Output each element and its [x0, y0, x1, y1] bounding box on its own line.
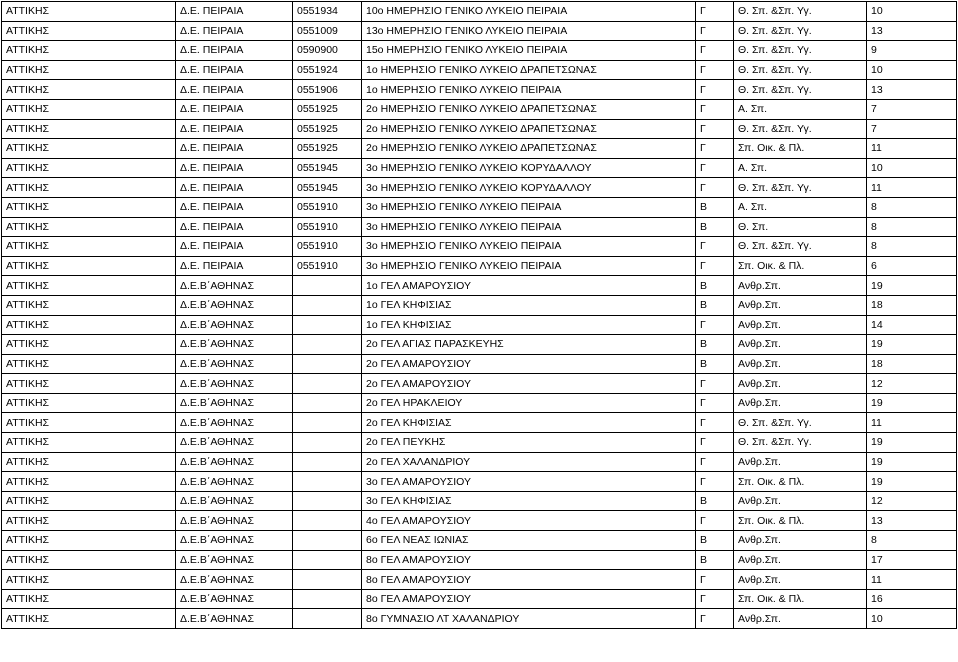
region-cell: ΑΤΤΙΚΗΣ	[2, 609, 176, 629]
specialty-cell: Ανθρ.Σπ.	[734, 550, 867, 570]
specialty-cell: Θ. Σπ. &Σπ. Υγ.	[734, 178, 867, 198]
specialty-cell: Α. Σπ.	[734, 158, 867, 178]
school-name-cell: 3ο ΗΜΕΡΗΣΙΟ ΓΕΝΙΚΟ ΛΥΚΕΙΟ ΚΟΡΥΔΑΛΛΟΥ	[362, 178, 696, 198]
school-name-cell: 1ο ΓΕΛ ΚΗΦΙΣΙΑΣ	[362, 315, 696, 335]
directorate-cell: Δ.Ε.Β΄ΑΘΗΝΑΣ	[176, 491, 293, 511]
school-code-cell	[293, 295, 362, 315]
specialty-cell: Ανθρ.Σπ.	[734, 295, 867, 315]
school-name-cell: 3ο ΓΕΛ ΚΗΦΙΣΙΑΣ	[362, 491, 696, 511]
count-cell: 17	[867, 550, 957, 570]
table-row	[2, 197, 957, 217]
schools-table	[1, 1, 957, 629]
grade-cell: Γ	[696, 433, 734, 453]
school-code-cell: 0551924	[293, 60, 362, 80]
specialty-cell: Σπ. Οικ. & Πλ.	[734, 589, 867, 609]
school-name-cell: 3ο ΗΜΕΡΗΣΙΟ ΓΕΝΙΚΟ ΛΥΚΕΙΟ ΠΕΙΡΑΙΑ	[362, 197, 696, 217]
school-code-cell: 0551906	[293, 80, 362, 100]
grade-cell: Γ	[696, 21, 734, 41]
grade-cell: Γ	[696, 2, 734, 22]
table-row	[2, 374, 957, 394]
school-name-cell: 2ο ΗΜΕΡΗΣΙΟ ΓΕΝΙΚΟ ΛΥΚΕΙΟ ΔΡΑΠΕΤΣΩΝΑΣ	[362, 139, 696, 159]
count-cell: 19	[867, 433, 957, 453]
region-cell: ΑΤΤΙΚΗΣ	[2, 276, 176, 296]
table-row	[2, 335, 957, 355]
region-cell: ΑΤΤΙΚΗΣ	[2, 335, 176, 355]
specialty-cell: Ανθρ.Σπ.	[734, 276, 867, 296]
directorate-cell: Δ.Ε. ΠΕΙΡΑΙΑ	[176, 2, 293, 22]
school-code-cell: 0551009	[293, 21, 362, 41]
count-cell: 6	[867, 256, 957, 276]
grade-cell: Β	[696, 217, 734, 237]
count-cell: 19	[867, 335, 957, 355]
region-cell: ΑΤΤΙΚΗΣ	[2, 217, 176, 237]
school-code-cell	[293, 413, 362, 433]
school-name-cell: 2ο ΓΕΛ ΑΜΑΡΟΥΣΙΟΥ	[362, 354, 696, 374]
grade-cell: Γ	[696, 256, 734, 276]
school-code-cell: 0551910	[293, 256, 362, 276]
count-cell: 8	[867, 531, 957, 551]
directorate-cell: Δ.Ε.Β΄ΑΘΗΝΑΣ	[176, 295, 293, 315]
school-code-cell	[293, 276, 362, 296]
school-code-cell	[293, 452, 362, 472]
count-cell: 10	[867, 60, 957, 80]
count-cell: 10	[867, 2, 957, 22]
region-cell: ΑΤΤΙΚΗΣ	[2, 178, 176, 198]
count-cell: 8	[867, 217, 957, 237]
grade-cell: Β	[696, 550, 734, 570]
region-cell: ΑΤΤΙΚΗΣ	[2, 589, 176, 609]
directorate-cell: Δ.Ε. ΠΕΙΡΑΙΑ	[176, 99, 293, 119]
directorate-cell: Δ.Ε. ΠΕΙΡΑΙΑ	[176, 21, 293, 41]
count-cell: 11	[867, 178, 957, 198]
grade-cell: Β	[696, 531, 734, 551]
school-name-cell: 2ο ΓΕΛ ΧΑΛΑΝΔΡΙΟΥ	[362, 452, 696, 472]
count-cell: 11	[867, 413, 957, 433]
grade-cell: Γ	[696, 99, 734, 119]
region-cell: ΑΤΤΙΚΗΣ	[2, 550, 176, 570]
specialty-cell: Θ. Σπ. &Σπ. Υγ.	[734, 237, 867, 257]
school-name-cell: 2ο ΓΕΛ ΑΜΑΡΟΥΣΙΟΥ	[362, 374, 696, 394]
specialty-cell: Σπ. Οικ. & Πλ.	[734, 256, 867, 276]
directorate-cell: Δ.Ε. ΠΕΙΡΑΙΑ	[176, 178, 293, 198]
directorate-cell: Δ.Ε. ΠΕΙΡΑΙΑ	[176, 197, 293, 217]
count-cell: 11	[867, 139, 957, 159]
count-cell: 7	[867, 99, 957, 119]
school-name-cell: 2ο ΗΜΕΡΗΣΙΟ ΓΕΝΙΚΟ ΛΥΚΕΙΟ ΔΡΑΠΕΤΣΩΝΑΣ	[362, 99, 696, 119]
school-code-cell: 0590900	[293, 41, 362, 61]
school-name-cell: 1ο ΓΕΛ ΚΗΦΙΣΙΑΣ	[362, 295, 696, 315]
grade-cell: Β	[696, 276, 734, 296]
grade-cell: Γ	[696, 139, 734, 159]
grade-cell: Γ	[696, 393, 734, 413]
school-name-cell: 2ο ΓΕΛ ΑΓΙΑΣ ΠΑΡΑΣΚΕΥΗΣ	[362, 335, 696, 355]
region-cell: ΑΤΤΙΚΗΣ	[2, 570, 176, 590]
table-row	[2, 315, 957, 335]
directorate-cell: Δ.Ε.Β΄ΑΘΗΝΑΣ	[176, 393, 293, 413]
table-row	[2, 452, 957, 472]
grade-cell: Γ	[696, 511, 734, 531]
grade-cell: Β	[696, 354, 734, 374]
specialty-cell: Θ. Σπ. &Σπ. Υγ.	[734, 80, 867, 100]
school-name-cell: 4ο ΓΕΛ ΑΜΑΡΟΥΣΙΟΥ	[362, 511, 696, 531]
specialty-cell: Ανθρ.Σπ.	[734, 315, 867, 335]
count-cell: 10	[867, 158, 957, 178]
school-code-cell	[293, 589, 362, 609]
directorate-cell: Δ.Ε.Β΄ΑΘΗΝΑΣ	[176, 570, 293, 590]
directorate-cell: Δ.Ε. ΠΕΙΡΑΙΑ	[176, 158, 293, 178]
school-name-cell: 13ο ΗΜΕΡΗΣΙΟ ΓΕΝΙΚΟ ΛΥΚΕΙΟ ΠΕΙΡΑΙΑ	[362, 21, 696, 41]
table-row	[2, 354, 957, 374]
school-name-cell: 2ο ΓΕΛ ΠΕΥΚΗΣ	[362, 433, 696, 453]
region-cell: ΑΤΤΙΚΗΣ	[2, 119, 176, 139]
directorate-cell: Δ.Ε.Β΄ΑΘΗΝΑΣ	[176, 531, 293, 551]
school-code-cell: 0551945	[293, 158, 362, 178]
school-name-cell: 2ο ΓΕΛ ΗΡΑΚΛΕΙΟΥ	[362, 393, 696, 413]
table-row	[2, 609, 957, 629]
count-cell: 9	[867, 41, 957, 61]
region-cell: ΑΤΤΙΚΗΣ	[2, 139, 176, 159]
school-name-cell: 2ο ΓΕΛ ΚΗΦΙΣΙΑΣ	[362, 413, 696, 433]
region-cell: ΑΤΤΙΚΗΣ	[2, 158, 176, 178]
school-code-cell: 0551910	[293, 217, 362, 237]
grade-cell: Β	[696, 491, 734, 511]
table-row	[2, 139, 957, 159]
table-row	[2, 80, 957, 100]
specialty-cell: Α. Σπ.	[734, 99, 867, 119]
directorate-cell: Δ.Ε. ΠΕΙΡΑΙΑ	[176, 41, 293, 61]
directorate-cell: Δ.Ε.Β΄ΑΘΗΝΑΣ	[176, 589, 293, 609]
count-cell: 13	[867, 21, 957, 41]
count-cell: 18	[867, 354, 957, 374]
grade-cell: Β	[696, 335, 734, 355]
school-code-cell: 0551910	[293, 197, 362, 217]
region-cell: ΑΤΤΙΚΗΣ	[2, 472, 176, 492]
count-cell: 13	[867, 511, 957, 531]
grade-cell: Γ	[696, 452, 734, 472]
table-row	[2, 433, 957, 453]
directorate-cell: Δ.Ε. ΠΕΙΡΑΙΑ	[176, 237, 293, 257]
specialty-cell: Ανθρ.Σπ.	[734, 609, 867, 629]
school-name-cell: 8ο ΓΕΛ ΑΜΑΡΟΥΣΙΟΥ	[362, 589, 696, 609]
specialty-cell: Θ. Σπ.	[734, 217, 867, 237]
school-code-cell: 0551910	[293, 237, 362, 257]
school-code-cell	[293, 472, 362, 492]
count-cell: 19	[867, 276, 957, 296]
region-cell: ΑΤΤΙΚΗΣ	[2, 433, 176, 453]
count-cell: 14	[867, 315, 957, 335]
directorate-cell: Δ.Ε. ΠΕΙΡΑΙΑ	[176, 119, 293, 139]
count-cell: 11	[867, 570, 957, 590]
region-cell: ΑΤΤΙΚΗΣ	[2, 315, 176, 335]
table-row	[2, 531, 957, 551]
grade-cell: Γ	[696, 315, 734, 335]
grade-cell: Γ	[696, 570, 734, 590]
table-row	[2, 217, 957, 237]
school-name-cell: 8ο ΓΕΛ ΑΜΑΡΟΥΣΙΟΥ	[362, 550, 696, 570]
directorate-cell: Δ.Ε. ΠΕΙΡΑΙΑ	[176, 80, 293, 100]
grade-cell: Γ	[696, 413, 734, 433]
school-code-cell	[293, 550, 362, 570]
table-row	[2, 413, 957, 433]
specialty-cell: Θ. Σπ. &Σπ. Υγ.	[734, 119, 867, 139]
count-cell: 19	[867, 472, 957, 492]
specialty-cell: Α. Σπ.	[734, 197, 867, 217]
specialty-cell: Ανθρ.Σπ.	[734, 531, 867, 551]
school-name-cell: 8ο ΓΕΛ ΑΜΑΡΟΥΣΙΟΥ	[362, 570, 696, 590]
school-name-cell: 10ο ΗΜΕΡΗΣΙΟ ΓΕΝΙΚΟ ΛΥΚΕΙΟ ΠΕΙΡΑΙΑ	[362, 2, 696, 22]
count-cell: 7	[867, 119, 957, 139]
school-code-cell	[293, 335, 362, 355]
region-cell: ΑΤΤΙΚΗΣ	[2, 256, 176, 276]
school-code-cell	[293, 315, 362, 335]
region-cell: ΑΤΤΙΚΗΣ	[2, 452, 176, 472]
region-cell: ΑΤΤΙΚΗΣ	[2, 2, 176, 22]
table-row	[2, 589, 957, 609]
directorate-cell: Δ.Ε.Β΄ΑΘΗΝΑΣ	[176, 609, 293, 629]
directorate-cell: Δ.Ε. ΠΕΙΡΑΙΑ	[176, 217, 293, 237]
specialty-cell: Ανθρ.Σπ.	[734, 393, 867, 413]
school-code-cell	[293, 354, 362, 374]
directorate-cell: Δ.Ε.Β΄ΑΘΗΝΑΣ	[176, 472, 293, 492]
table-row	[2, 393, 957, 413]
school-name-cell: 15ο ΗΜΕΡΗΣΙΟ ΓΕΝΙΚΟ ΛΥΚΕΙΟ ΠΕΙΡΑΙΑ	[362, 41, 696, 61]
specialty-cell: Ανθρ.Σπ.	[734, 354, 867, 374]
grade-cell: Γ	[696, 41, 734, 61]
school-name-cell: 3ο ΓΕΛ ΑΜΑΡΟΥΣΙΟΥ	[362, 472, 696, 492]
school-name-cell: 1ο ΓΕΛ ΑΜΑΡΟΥΣΙΟΥ	[362, 276, 696, 296]
region-cell: ΑΤΤΙΚΗΣ	[2, 374, 176, 394]
table-row	[2, 295, 957, 315]
specialty-cell: Ανθρ.Σπ.	[734, 491, 867, 511]
school-code-cell	[293, 531, 362, 551]
specialty-cell: Ανθρ.Σπ.	[734, 374, 867, 394]
school-code-cell	[293, 491, 362, 511]
school-code-cell: 0551925	[293, 119, 362, 139]
directorate-cell: Δ.Ε.Β΄ΑΘΗΝΑΣ	[176, 452, 293, 472]
specialty-cell: Ανθρ.Σπ.	[734, 570, 867, 590]
grade-cell: Γ	[696, 589, 734, 609]
school-code-cell	[293, 511, 362, 531]
specialty-cell: Σπ. Οικ. & Πλ.	[734, 472, 867, 492]
directorate-cell: Δ.Ε.Β΄ΑΘΗΝΑΣ	[176, 354, 293, 374]
grade-cell: Β	[696, 295, 734, 315]
school-code-cell	[293, 374, 362, 394]
school-name-cell: 3ο ΗΜΕΡΗΣΙΟ ΓΕΝΙΚΟ ΛΥΚΕΙΟ ΠΕΙΡΑΙΑ	[362, 217, 696, 237]
specialty-cell: Θ. Σπ. &Σπ. Υγ.	[734, 2, 867, 22]
count-cell: 19	[867, 452, 957, 472]
directorate-cell: Δ.Ε. ΠΕΙΡΑΙΑ	[176, 256, 293, 276]
directorate-cell: Δ.Ε.Β΄ΑΘΗΝΑΣ	[176, 335, 293, 355]
table-row	[2, 41, 957, 61]
region-cell: ΑΤΤΙΚΗΣ	[2, 354, 176, 374]
count-cell: 18	[867, 295, 957, 315]
directorate-cell: Δ.Ε.Β΄ΑΘΗΝΑΣ	[176, 374, 293, 394]
school-name-cell: 8ο ΓΥΜΝΑΣΙΟ ΛΤ ΧΑΛΑΝΔΡΙΟΥ	[362, 609, 696, 629]
directorate-cell: Δ.Ε.Β΄ΑΘΗΝΑΣ	[176, 276, 293, 296]
table-row	[2, 158, 957, 178]
specialty-cell: Θ. Σπ. &Σπ. Υγ.	[734, 433, 867, 453]
region-cell: ΑΤΤΙΚΗΣ	[2, 41, 176, 61]
count-cell: 13	[867, 80, 957, 100]
grade-cell: Γ	[696, 119, 734, 139]
table-row	[2, 21, 957, 41]
specialty-cell: Σπ. Οικ. & Πλ.	[734, 139, 867, 159]
school-name-cell: 2ο ΗΜΕΡΗΣΙΟ ΓΕΝΙΚΟ ΛΥΚΕΙΟ ΔΡΑΠΕΤΣΩΝΑΣ	[362, 119, 696, 139]
region-cell: ΑΤΤΙΚΗΣ	[2, 531, 176, 551]
count-cell: 8	[867, 237, 957, 257]
directorate-cell: Δ.Ε.Β΄ΑΘΗΝΑΣ	[176, 433, 293, 453]
table-body	[2, 2, 957, 629]
school-code-cell	[293, 393, 362, 413]
grade-cell: Γ	[696, 237, 734, 257]
school-code-cell: 0551925	[293, 139, 362, 159]
school-code-cell	[293, 609, 362, 629]
table-row	[2, 472, 957, 492]
school-code-cell	[293, 433, 362, 453]
table-row	[2, 60, 957, 80]
region-cell: ΑΤΤΙΚΗΣ	[2, 60, 176, 80]
count-cell: 12	[867, 374, 957, 394]
count-cell: 8	[867, 197, 957, 217]
specialty-cell: Ανθρ.Σπ.	[734, 452, 867, 472]
table-row	[2, 550, 957, 570]
school-name-cell: 6ο ΓΕΛ ΝΕΑΣ ΙΩΝΙΑΣ	[362, 531, 696, 551]
grade-cell: Β	[696, 197, 734, 217]
school-code-cell: 0551934	[293, 2, 362, 22]
grade-cell: Γ	[696, 472, 734, 492]
school-name-cell: 1ο ΗΜΕΡΗΣΙΟ ΓΕΝΙΚΟ ΛΥΚΕΙΟ ΔΡΑΠΕΤΣΩΝΑΣ	[362, 60, 696, 80]
directorate-cell: Δ.Ε.Β΄ΑΘΗΝΑΣ	[176, 511, 293, 531]
directorate-cell: Δ.Ε. ΠΕΙΡΑΙΑ	[176, 60, 293, 80]
grade-cell: Γ	[696, 158, 734, 178]
table-row	[2, 491, 957, 511]
region-cell: ΑΤΤΙΚΗΣ	[2, 413, 176, 433]
region-cell: ΑΤΤΙΚΗΣ	[2, 237, 176, 257]
count-cell: 16	[867, 589, 957, 609]
school-name-cell: 3ο ΗΜΕΡΗΣΙΟ ΓΕΝΙΚΟ ΛΥΚΕΙΟ ΚΟΡΥΔΑΛΛΟΥ	[362, 158, 696, 178]
school-code-cell	[293, 570, 362, 590]
directorate-cell: Δ.Ε.Β΄ΑΘΗΝΑΣ	[176, 550, 293, 570]
region-cell: ΑΤΤΙΚΗΣ	[2, 393, 176, 413]
school-code-cell: 0551945	[293, 178, 362, 198]
region-cell: ΑΤΤΙΚΗΣ	[2, 295, 176, 315]
region-cell: ΑΤΤΙΚΗΣ	[2, 511, 176, 531]
table-row	[2, 511, 957, 531]
count-cell: 10	[867, 609, 957, 629]
table-row	[2, 99, 957, 119]
directorate-cell: Δ.Ε.Β΄ΑΘΗΝΑΣ	[176, 413, 293, 433]
school-name-cell: 3ο ΗΜΕΡΗΣΙΟ ΓΕΝΙΚΟ ΛΥΚΕΙΟ ΠΕΙΡΑΙΑ	[362, 237, 696, 257]
specialty-cell: Θ. Σπ. &Σπ. Υγ.	[734, 413, 867, 433]
specialty-cell: Θ. Σπ. &Σπ. Υγ.	[734, 21, 867, 41]
specialty-cell: Θ. Σπ. &Σπ. Υγ.	[734, 41, 867, 61]
table-row	[2, 276, 957, 296]
school-code-cell: 0551925	[293, 99, 362, 119]
grade-cell: Γ	[696, 609, 734, 629]
region-cell: ΑΤΤΙΚΗΣ	[2, 99, 176, 119]
region-cell: ΑΤΤΙΚΗΣ	[2, 197, 176, 217]
table-row	[2, 119, 957, 139]
directorate-cell: Δ.Ε.Β΄ΑΘΗΝΑΣ	[176, 315, 293, 335]
directorate-cell: Δ.Ε. ΠΕΙΡΑΙΑ	[176, 139, 293, 159]
specialty-cell: Ανθρ.Σπ.	[734, 335, 867, 355]
region-cell: ΑΤΤΙΚΗΣ	[2, 21, 176, 41]
table-row	[2, 2, 957, 22]
school-name-cell: 3ο ΗΜΕΡΗΣΙΟ ΓΕΝΙΚΟ ΛΥΚΕΙΟ ΠΕΙΡΑΙΑ	[362, 256, 696, 276]
table-row	[2, 237, 957, 257]
specialty-cell: Θ. Σπ. &Σπ. Υγ.	[734, 60, 867, 80]
grade-cell: Γ	[696, 60, 734, 80]
region-cell: ΑΤΤΙΚΗΣ	[2, 491, 176, 511]
table-row	[2, 256, 957, 276]
table-row	[2, 570, 957, 590]
grade-cell: Γ	[696, 80, 734, 100]
table-row	[2, 178, 957, 198]
school-name-cell: 1ο ΗΜΕΡΗΣΙΟ ΓΕΝΙΚΟ ΛΥΚΕΙΟ ΠΕΙΡΑΙΑ	[362, 80, 696, 100]
region-cell: ΑΤΤΙΚΗΣ	[2, 80, 176, 100]
grade-cell: Γ	[696, 374, 734, 394]
specialty-cell: Σπ. Οικ. & Πλ.	[734, 511, 867, 531]
count-cell: 19	[867, 393, 957, 413]
grade-cell: Γ	[696, 178, 734, 198]
count-cell: 12	[867, 491, 957, 511]
